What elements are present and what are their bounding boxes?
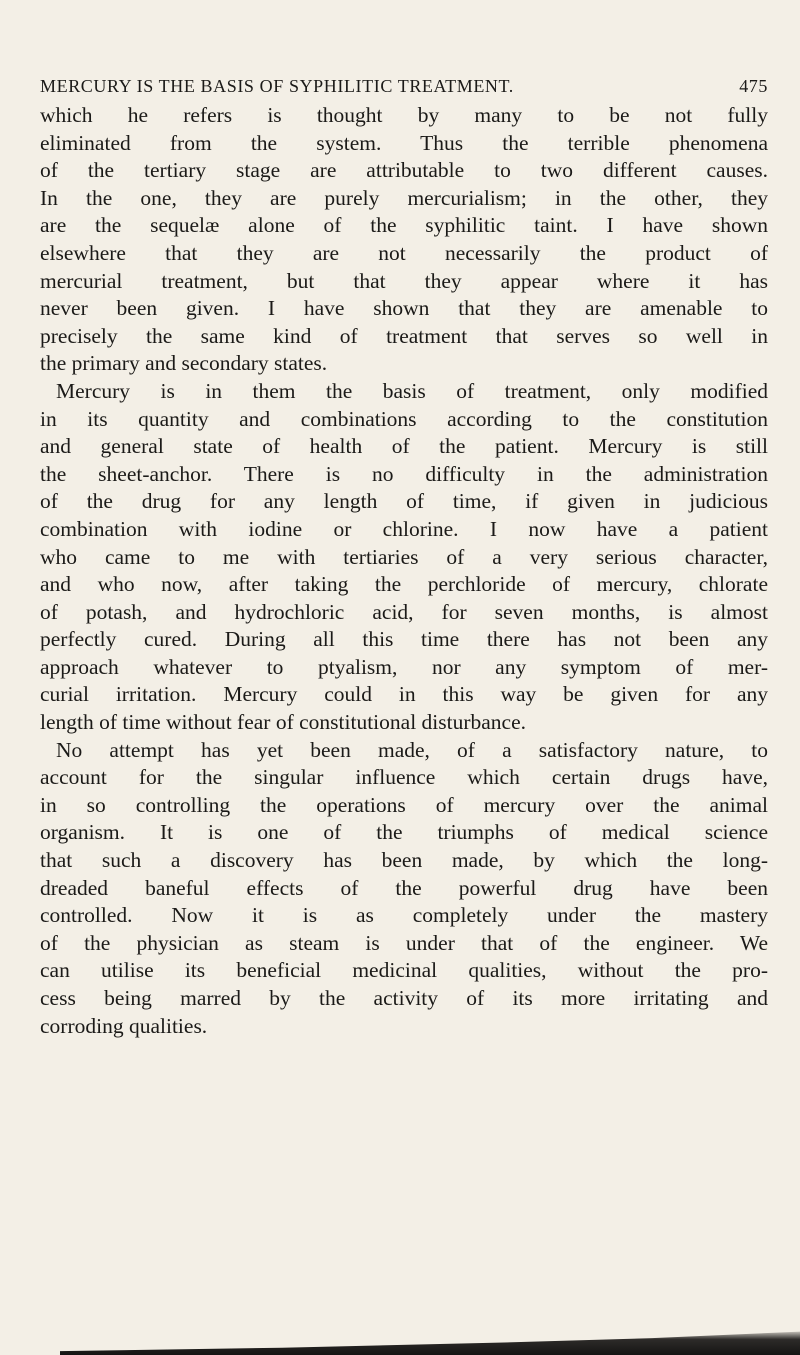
text-line: elsewhere that they are not necessarily the product of [40, 240, 768, 265]
page-edge-shadow [60, 1329, 800, 1355]
text-line: corroding qualities. [40, 1013, 208, 1038]
text-line: which he refers is thought by many to be not fully [40, 103, 768, 127]
text-line: never been given. I have shown that they are amenable to [40, 296, 768, 321]
text-line: can utilise its beneficial medicinal qualities, without the pro- [40, 958, 768, 983]
page-number: 475 [739, 76, 768, 96]
text-line: and who now, after taking the perchloride of mercury, chlorate [40, 572, 768, 597]
text-line: organism. It is one of the triumphs of medical science [40, 820, 768, 845]
text-line: cess being marred by the activity of its more irritating and [40, 986, 768, 1010]
text-line: account for the singular influence which certain drugs have, [40, 765, 768, 790]
text-line: No attempt has yet been made, of a satisfactory nature, to [56, 737, 768, 762]
text-line: the sheet-anchor. There is no difficulty in the administration [40, 461, 768, 486]
text-line: length of time without fear of constitutional disturbance. [40, 710, 527, 735]
text-line: and general state of health of the patient. Mercury is still [40, 434, 768, 459]
text-line: Mercury is in them the basis of treatment, only modified [56, 378, 768, 403]
text-line: dreaded baneful effects of the powerful drug have been [40, 875, 768, 900]
body-text [40, 102, 768, 1040]
running-title: MERCURY IS THE BASIS OF SYPHILITIC TREATMENT. [40, 76, 514, 96]
text-line: curial irritation. Mercury could in this way be given for any [40, 682, 768, 707]
text-line: are the sequelæ alone of the syphilitic taint. I have shown [40, 213, 768, 238]
text-line: that such a discovery has been made, by which the long- [40, 848, 768, 873]
text-line: controlled. Now it is as completely under the mastery [40, 903, 768, 928]
text-line: of the tertiary stage are attributable to two different causes. [40, 158, 768, 183]
text-line: mercurial treatment, but that they appear where it has [40, 268, 768, 293]
text-line: approach whatever to ptyalism, nor any symptom of mer- [40, 654, 768, 679]
text-line: In the one, they are purely mercurialism; in the other, they [40, 185, 768, 210]
text-line: of the physician as steam is under that of the engineer. We [40, 930, 768, 955]
text-line: of potash, and hydrochloric acid, for seven months, is almost [40, 599, 768, 624]
text-line: in its quantity and combinations according to the constitution [40, 406, 768, 431]
text-line: combination with iodine or chlorine. I now have a patient [40, 516, 768, 541]
running-header [40, 76, 768, 97]
text-line: in so controlling the operations of mercury over the animal [40, 792, 768, 817]
text-line: the primary and secondary states. [40, 351, 328, 376]
text-line: perfectly cured. During all this time there has not been any [40, 627, 768, 652]
text-line: precisely the same kind of treatment that serves so well in [40, 323, 768, 348]
text-line: of the drug for any length of time, if given in judicious [40, 489, 768, 514]
text-line: who came to me with tertiaries of a very serious character, [40, 544, 768, 569]
text-line: eliminated from the system. Thus the terrible phenomena [40, 130, 768, 155]
